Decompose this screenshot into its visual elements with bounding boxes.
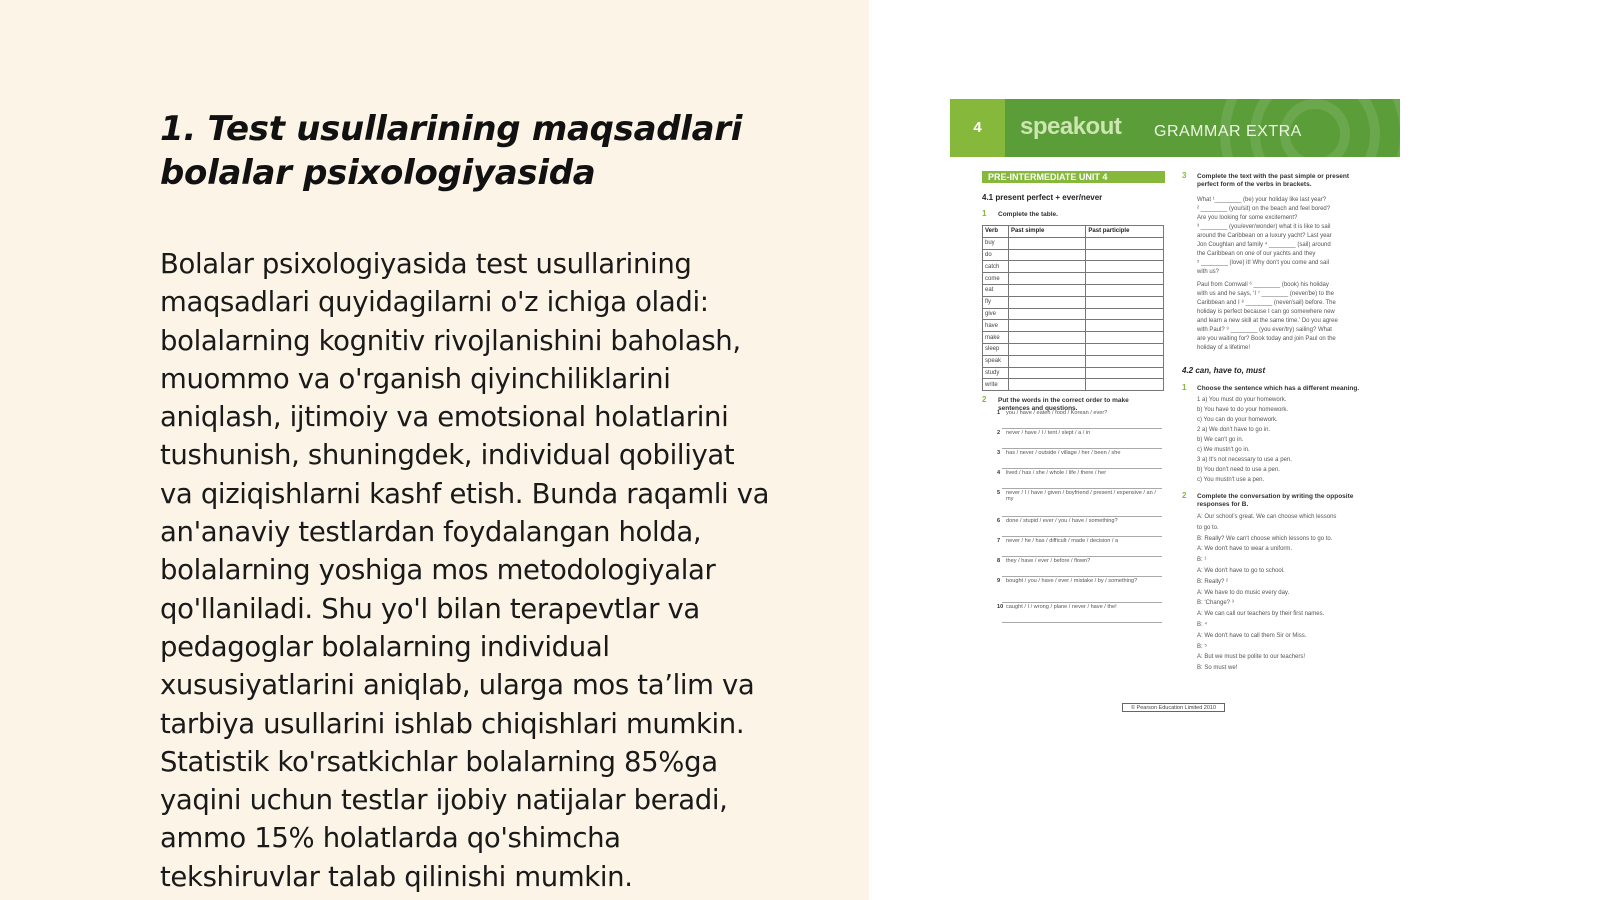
slide-title: 1. Test usullarining maqsadlari bolalar psixologiyasida bbox=[160, 109, 743, 193]
table-row bbox=[983, 273, 1164, 285]
blank-cell bbox=[1086, 320, 1164, 332]
verb-cell: make bbox=[983, 332, 1009, 344]
exercise-instruction: Complete the conversation by writing the opposite responses for B. bbox=[1197, 493, 1354, 508]
exercise-number: 3 bbox=[1182, 171, 1187, 180]
blank-cell bbox=[1008, 261, 1085, 273]
exercise-number: 2 bbox=[1182, 491, 1187, 500]
exercise-text: What ¹________ (be) your holiday like last year? ² ________ (you/sit) on the beach and feel bored? Are you looking for some excitement? ³ ________ (you/ever/wonder) what it is like to sail around the Caribbean on a luxury yacht? Last year Jon Coughlan and family ⁴ ________ (sail) around the Caribbean on one of our yachts and they ⁵ ________ (love) it! Why don't you come and sail with us? bbox=[1197, 197, 1332, 275]
exercise-text: A: Our school's great. We can choose which lessons to go to. B: Really? We can't choose which lessons to go to. A: We don't have to wear a uniform. B: ¹ A: We don't have to go to school. B: Really? ² A: We have to do music every day. B: ‘Change? ³ A: We can call our teachers by their first names. B: ⁴ A: We don't have to call them Sir or Miss. B: ⁵ A: But we must be polite to our teachers! B: So must we! bbox=[1197, 514, 1337, 672]
verb-cell: write bbox=[983, 379, 1009, 391]
item-number: 4 bbox=[997, 470, 1001, 476]
item-number: 9 bbox=[997, 578, 1001, 584]
exercise-number: 2 bbox=[982, 395, 987, 404]
exercise-item bbox=[997, 469, 1162, 489]
exercise-number: 1 bbox=[982, 209, 987, 218]
exercise-item bbox=[997, 537, 1162, 557]
blank-cell bbox=[1086, 237, 1164, 249]
exercise-items bbox=[997, 409, 1162, 623]
verb-cell: buy bbox=[983, 237, 1009, 249]
verb-cell: fly bbox=[983, 296, 1009, 308]
blank-cell bbox=[1008, 273, 1085, 285]
blank-cell bbox=[1008, 296, 1085, 308]
table-row bbox=[983, 237, 1164, 249]
table-row bbox=[983, 343, 1164, 355]
blank-cell bbox=[1086, 249, 1164, 261]
table-row bbox=[983, 320, 1164, 332]
item-text: they / have / ever / before / flown? bbox=[1006, 558, 1091, 564]
table-row bbox=[983, 332, 1164, 344]
exercise-item bbox=[997, 429, 1162, 449]
table-header: Verb bbox=[983, 226, 1009, 238]
blank-cell bbox=[1008, 367, 1085, 379]
table-row bbox=[983, 249, 1164, 261]
blank-cell bbox=[1086, 379, 1164, 391]
blank-cell bbox=[1086, 261, 1164, 273]
blank-cell bbox=[1008, 237, 1085, 249]
exercise-instruction: Complete the text with the past simple or present perfect form of the verbs in brackets. bbox=[1197, 173, 1350, 188]
table-header: Past simple bbox=[1008, 226, 1085, 238]
exercise-instruction: Put the words in the correct order to make sentences and questions. bbox=[998, 397, 1129, 412]
slide-body-text: Bolalar psixologiyasida test usullarining maqsadlari quyidagilarni o'z ichiga oladi: bolalarning kognitiv rivojlanishini baholash, muommo va o'rganish qiyinchiliklarini aniqlash, ijtimoiy va emotsional holatlarini tushunish, shuningdek, individual qobiliyat va qiziqishlarni kashf etish. Bunda raqamli va an'anaviy testlardan foydalangan holda, bolalarning yoshiga mos metodologiyalar qo'llaniladi. Shu yo'l bilan terapevtlar va pedagoglar bolalarning individual xususiyatlarini aniqlab, ularga mos ta’lim va tarbiya usullarini ishlab chiqishlari mumkin. Statistik ko'rsatkichlar bolalarning 85%ga yaqini uchun testlar ijobiy natijalar beradi, ammo 15% holatlarda qo'shimcha tekshiruvlar talab qilinishi mumkin. bbox=[160, 248, 770, 893]
item-text: never / he / has / difficult / made / decision / a bbox=[1006, 538, 1119, 544]
exercise-text: Paul from Cornwall ⁶ ________ (book) his holiday with us and he says, ‘I ⁷ ________ (never/be) to the Caribbean and I ⁸ ________ (never/sail) before. The holiday is perfect because I can go somewhere new and learn a new skill at the same time.’ Do you agree with Paul? ⁹ ________ (you ever/try) sailing? What are you waiting for? Book today and join Paul on the holiday of a lifetime! bbox=[1197, 282, 1338, 351]
verb-cell: catch bbox=[983, 261, 1009, 273]
item-text: never / have / I / tent / slept / a / in bbox=[1006, 430, 1091, 436]
unit-number-badge: 4 bbox=[950, 99, 1005, 157]
verb-cell: have bbox=[983, 320, 1009, 332]
exercise-text: 1 a) You must do your homework. b) You have to do your homework. c) You can do your homework. 2 a) We don't have to go in. b) We can't go in. c) We mustn't go in. 3 a) It's not necessary to use a pen. b) You don't need to use a pen. c) You mustn't use a pen. bbox=[1197, 397, 1292, 483]
verb-cell: speak bbox=[983, 355, 1009, 367]
item-text: never / I / have / given / boyfriend / present / expensive / an / my bbox=[1006, 490, 1156, 502]
blank-cell bbox=[1086, 367, 1164, 379]
blank-cell bbox=[1008, 332, 1085, 344]
item-text: bought / you / have / ever / mistake / by / something? bbox=[1006, 578, 1138, 584]
table-header: Past participle bbox=[1086, 226, 1164, 238]
item-text: done / stupid / ever / you / have / something? bbox=[1006, 518, 1118, 524]
table-row bbox=[983, 308, 1164, 320]
worksheet-image bbox=[950, 99, 1400, 731]
item-text: caught / I / wrong / plane / never / have / the! bbox=[1006, 604, 1117, 610]
exercise-item bbox=[997, 449, 1162, 469]
item-number: 1 bbox=[997, 410, 1001, 416]
exercise-number: 1 bbox=[1182, 383, 1187, 392]
blank-cell bbox=[1086, 308, 1164, 320]
blank-cell bbox=[1086, 284, 1164, 296]
worksheet-header bbox=[950, 99, 1400, 157]
table-header-row bbox=[983, 226, 1164, 238]
grammar-extra-label: GRAMMAR EXTRA bbox=[1154, 123, 1302, 140]
blank-cell bbox=[1008, 379, 1085, 391]
blank-cell bbox=[1008, 249, 1085, 261]
blank-cell bbox=[1086, 296, 1164, 308]
table-row bbox=[983, 367, 1164, 379]
verb-cell: do bbox=[983, 249, 1009, 261]
item-number: 5 bbox=[997, 490, 1001, 496]
section-heading: 4.2 can, have to, must bbox=[1182, 366, 1266, 375]
exercise-item bbox=[997, 603, 1162, 623]
exercise-item bbox=[997, 577, 1162, 603]
verb-cell: come bbox=[983, 273, 1009, 285]
verb-cell: eat bbox=[983, 284, 1009, 296]
blank-cell bbox=[1086, 332, 1164, 344]
blank-cell bbox=[1008, 355, 1085, 367]
item-text: lived / has / she / whole / life / there / her bbox=[1006, 470, 1107, 476]
blank-cell bbox=[1008, 308, 1085, 320]
verb-table bbox=[982, 225, 1164, 391]
item-number: 2 bbox=[997, 430, 1001, 436]
blank-cell bbox=[1086, 343, 1164, 355]
speakout-logo: speakout bbox=[1020, 113, 1122, 140]
item-number: 3 bbox=[997, 450, 1001, 456]
exercise-item bbox=[997, 557, 1162, 577]
exercise-item bbox=[997, 409, 1162, 429]
exercise-instruction: Choose the sentence which has a different meaning. bbox=[1197, 385, 1360, 392]
item-text: you / have / eaten / food / Korean / ever? bbox=[1006, 410, 1108, 416]
verb-cell: give bbox=[983, 308, 1009, 320]
table-row bbox=[983, 284, 1164, 296]
blank-cell bbox=[1008, 343, 1085, 355]
item-number: 7 bbox=[997, 538, 1001, 544]
blank-cell bbox=[1008, 320, 1085, 332]
copyright-footer: © Pearson Education Limited 2010 bbox=[1122, 703, 1225, 712]
verb-cell: study bbox=[983, 367, 1009, 379]
section-heading: 4.1 present perfect + ever/never bbox=[982, 193, 1103, 202]
blank-cell bbox=[1086, 355, 1164, 367]
table-row bbox=[983, 379, 1164, 391]
exercise-item bbox=[997, 489, 1162, 517]
item-number: 8 bbox=[997, 558, 1001, 564]
unit-label: PRE-INTERMEDIATE UNIT 4 bbox=[982, 171, 1165, 183]
item-number: 10 bbox=[997, 604, 1004, 610]
blank-cell bbox=[1008, 284, 1085, 296]
exercise-instruction: Complete the table. bbox=[998, 211, 1058, 218]
item-text: has / never / outside / village / her / been / she bbox=[1006, 450, 1121, 456]
table-row bbox=[983, 296, 1164, 308]
table-row bbox=[983, 261, 1164, 273]
table-row bbox=[983, 355, 1164, 367]
item-number: 6 bbox=[997, 518, 1001, 524]
blank-cell bbox=[1086, 273, 1164, 285]
verb-cell: sleep bbox=[983, 343, 1009, 355]
exercise-item bbox=[997, 517, 1162, 537]
